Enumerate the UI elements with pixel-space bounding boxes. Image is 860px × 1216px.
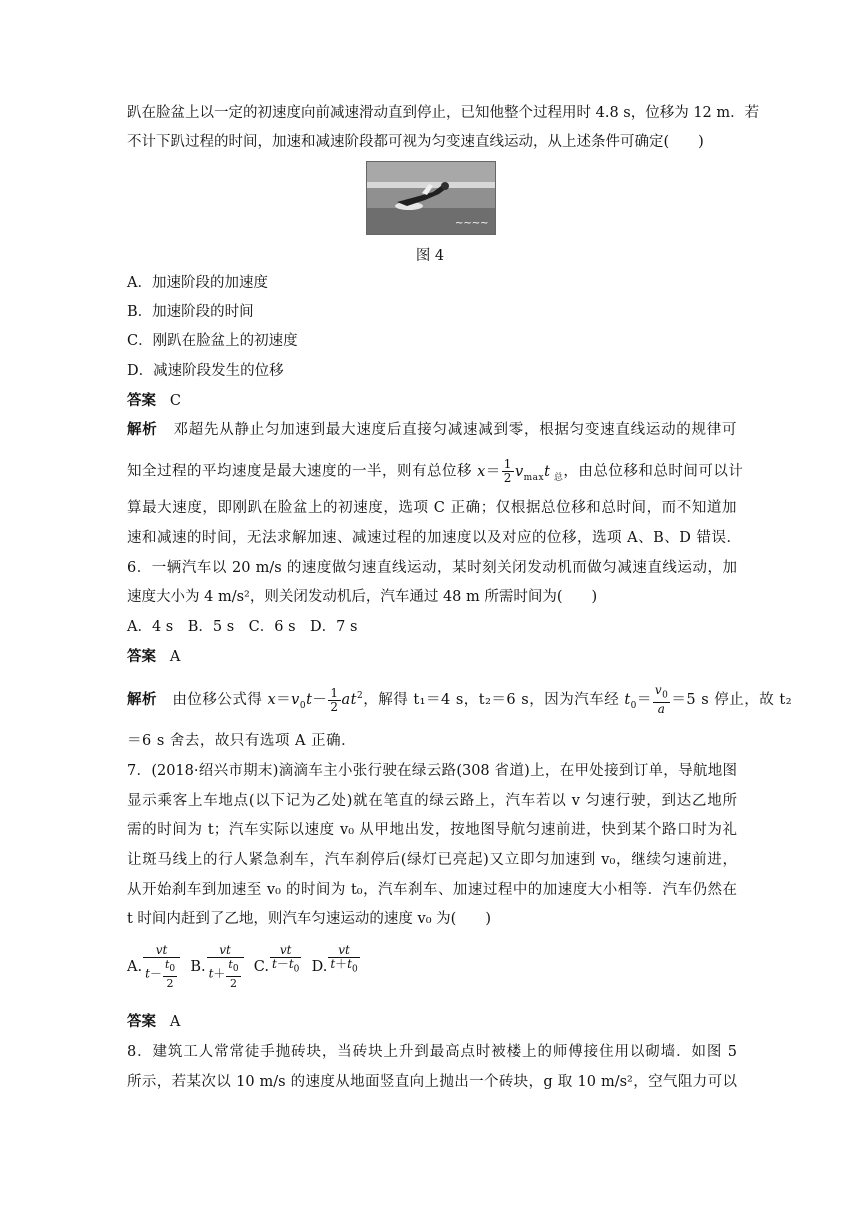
explanation6-text1c: ＝5 s 停止，故 t₂: [671, 692, 793, 709]
question7-options: [127, 944, 737, 990]
formula-t0: $t_0=$ $\frac{v_0}{a}$: [624, 683, 669, 717]
option-b: B．加速阶段的时间: [127, 304, 254, 320]
option7-d: D. $\frac{vt}{t+t_0}$: [311, 943, 358, 976]
answer-value: C: [169, 393, 181, 409]
explanation6-text1a: 由位移公式得: [172, 692, 263, 709]
question6-line1: 6．一辆汽车以 20 m/s 的速度做匀速直线运动，某时刻关闭发动机而做匀减速直线运动，加: [127, 560, 737, 576]
explanation6-text1b: ，解得 t₁＝4 s，t₂＝6 s，因为汽车经: [363, 692, 620, 709]
question7-line1: 7．(2018·绍兴市期末)滴滴车主小张行驶在绿云路(308 省道)上，在甲处接到订单，导航地图: [127, 763, 737, 779]
svg-text:~~~~: ~~~~: [455, 218, 489, 229]
answer7: [127, 1011, 737, 1033]
question6-options: A．4 s B．5 s C．6 s D．7 s: [127, 619, 358, 635]
figure4-image: [367, 162, 495, 234]
formula-displacement: $x=v_0t-$ $\frac{1}{2}$ $at^2$: [267, 685, 364, 714]
answer-value: A: [169, 1014, 181, 1030]
answer6: [127, 646, 737, 668]
option-d: D．减速阶段发生的位移: [127, 363, 284, 379]
explanation-label: 解析: [127, 691, 157, 709]
explanation5-line1: [127, 419, 737, 441]
question7-line4: 让斑马线上的行人紧急刹车，汽车刹停后(绿灯已亮起)又立即匀加速到 v₀，继续匀速前进，: [127, 852, 737, 868]
answer-value: A: [169, 649, 181, 665]
question8-line1: 8．建筑工人常常徒手抛砖块，当砖块上升到最高点时被楼上的师傅接住用以砌墙．如图 5: [127, 1044, 737, 1060]
explanation5-text2a: 知全过程的平均速度是最大速度的一半，则有总位移: [127, 463, 472, 480]
figure4-photo: [366, 161, 496, 235]
option7-b: B. vt t＋ $\frac{t_0}{2}$: [190, 959, 244, 975]
explanation6-line2: ＝6 s 舍去，故只有选项 A 正确．: [127, 733, 357, 749]
explanation5-line2: [127, 457, 744, 488]
explanation-label: 解析: [127, 421, 158, 438]
answer-label: 答案: [127, 1013, 156, 1030]
explanation5-line3: 算最大速度，即刚趴在脸盆上的初速度，选项 C 正确；仅根据总位移和总时间，而不知道加: [127, 500, 737, 516]
option-a: A．加速阶段的加速度: [127, 275, 268, 291]
explanation6-line1: [127, 683, 793, 717]
option-c: C．刚趴在脸盆上的初速度: [127, 333, 298, 349]
explanation5-text1: 邓超先从静止匀加速到最大速度后直接匀减速减到零，根据匀变速直线运动的规律可: [173, 422, 738, 438]
option7-c: C. $\frac{vt}{t-t_0}$: [253, 943, 300, 976]
answer5: [127, 390, 737, 412]
question7-line2: 显示乘客上车地点(以下记为乙处)就在笔直的绿云路上，汽车若以 v 匀速行驶，到达乙地所: [127, 793, 737, 809]
explanation5-text2b: ，由总位移和总时间可以计: [563, 463, 744, 480]
question5-text-line2: 不计下趴过程的时间，加速和减速阶段都可视为匀变速直线运动，从上述条件可确定( ): [127, 134, 704, 150]
explanation5-line4: 速和减速的时间，无法求解加速、减速过程的加速度以及对应的位移，选项 A、B、D 错误．: [127, 530, 742, 546]
option7-a: A. vt t－ $\frac{t_0}{2}$: [127, 959, 181, 975]
question6-line2: 速度大小为 4 m/s²，则关闭发动机后，汽车通过 48 m 所需时间为( ): [127, 589, 598, 605]
question7-line6: t 时间内赶到了乙地，则汽车匀速运动的速度 v₀ 为( ): [127, 911, 491, 927]
question5-text-line1: 趴在脸盆上以一定的初速度向前减速滑动直到停止，已知他整个过程用时 4.8 s，位移为 12 m．若: [127, 105, 760, 121]
answer-label: 答案: [127, 392, 156, 409]
formula-x-half-vmax-t: x＝ $\frac{1}{2}$ $v_{max}t$ $_总$: [477, 457, 564, 485]
question8-line2: 所示，若某次以 10 m/s 的速度从地面竖直向上抛出一个砖块，g 取 10 m/s²，空气阻力可以: [127, 1074, 737, 1090]
answer-label: 答案: [127, 648, 156, 665]
question7-line5: 从开始刹车到加速至 v₀ 的时间为 t₀，汽车刹车、加速过程中的加速度大小相等．汽车仍然在: [127, 882, 737, 898]
question7-line3: 需的时间为 t；汽车实际以速度 v₀ 从甲地出发，按地图导航匀速前进，快到某个路口时为礼: [127, 822, 737, 838]
figure4-caption: 图 4: [415, 248, 445, 264]
